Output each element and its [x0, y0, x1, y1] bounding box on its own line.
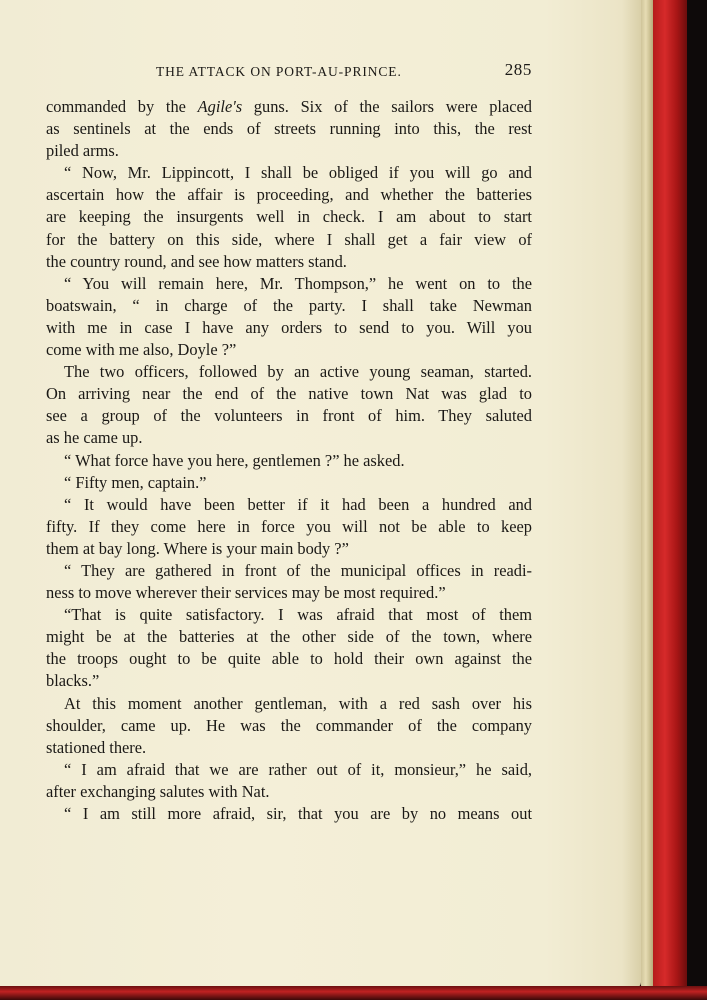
text-segment: “That is quite satisfactory. I was afraid that most of them — [64, 605, 532, 625]
text-line — [46, 118, 532, 140]
text-line — [46, 538, 532, 560]
text-line — [46, 516, 532, 538]
text-line — [46, 737, 532, 759]
text-segment: At this moment another gentleman, with a red sash over his — [64, 693, 532, 713]
text-segment: come with me also, Doyle ?” — [46, 340, 237, 360]
text-line — [46, 162, 532, 184]
body-text — [46, 96, 532, 825]
text-line — [46, 472, 532, 494]
text-line — [46, 670, 532, 692]
running-header — [46, 60, 532, 84]
text-segment: as he came up. — [46, 428, 143, 448]
text-line — [46, 96, 532, 118]
text-line — [46, 759, 532, 781]
text-segment: the troops ought to be quite able to hold their own against the — [46, 649, 532, 669]
page-edges — [641, 0, 653, 992]
text-segment: shoulder, came up. He was the commander of the company — [46, 715, 532, 735]
text-segment: On arriving near the end of the native town Nat was glad to — [46, 384, 532, 404]
text-segment: for the battery on this side, where I shall get a fair view of — [46, 229, 532, 249]
text-segment: “ I am still more afraid, sir, that you are by no means out — [64, 804, 532, 823]
text-line — [46, 361, 532, 383]
text-segment: them at bay long. Where is your main body ?” — [46, 538, 349, 558]
text-segment: guns. Six of the sailors were placed — [242, 97, 533, 116]
text-line — [46, 273, 532, 295]
text-segment: commanded by the — [46, 97, 198, 116]
text-segment: might be at the batteries at the other side of the town, where — [46, 627, 532, 647]
text-line — [46, 604, 532, 626]
text-segment: “ What force have you here, gentlemen ?” he asked. — [64, 450, 405, 470]
text-line — [46, 648, 532, 670]
text-segment: The two officers, followed by an active young seaman, started. — [64, 362, 532, 382]
text-line — [46, 184, 532, 206]
text-line — [46, 317, 532, 339]
text-segment: boatswain, “ in charge of the party. I shall take Newman — [46, 295, 532, 315]
text-segment: the country round, and see how matters stand. — [46, 251, 347, 271]
text-segment: blacks.” — [46, 671, 100, 691]
text-line — [46, 693, 532, 715]
text-line — [46, 427, 532, 449]
book-cover-edge — [653, 0, 687, 1000]
text-segment: are keeping the insurgents well in check. I am about to start — [46, 207, 532, 227]
text-segment: see a group of the volunteers in front of him. They saluted — [46, 406, 532, 426]
text-segment: “ Now, Mr. Lippincott, I shall be obliged if you will go and — [64, 163, 532, 183]
text-segment: “ It would have been better if it had been a hundred and — [64, 494, 532, 514]
text-line — [46, 803, 532, 825]
text-line — [46, 560, 532, 582]
text-segment: ascertain how the affair is proceeding, and whether the batteries — [46, 185, 532, 205]
text-segment: stationed there. — [46, 737, 147, 757]
text-line — [46, 781, 532, 803]
page-number: 285 — [504, 60, 532, 79]
text-segment: fifty. If they come here in force you will not be able to keep — [46, 516, 532, 536]
text-line — [46, 582, 532, 604]
text-line — [46, 339, 532, 361]
text-line — [46, 295, 532, 317]
text-segment: “ Fifty men, captain.” — [64, 472, 207, 492]
text-line — [46, 494, 532, 516]
running-title: THE ATTACK ON PORT-AU-PRINCE. — [156, 64, 402, 79]
text-segment: with me in case I have any orders to send to you. Will you — [46, 317, 532, 337]
text-segment: piled arms. — [46, 141, 119, 161]
text-segment: after exchanging salutes with Nat. — [46, 781, 270, 801]
text-segment: as sentinels at the ends of streets running into this, the rest — [46, 119, 532, 139]
background-shadow — [687, 0, 707, 1000]
text-line — [46, 383, 532, 405]
text-line — [46, 140, 532, 162]
italic-text: Agile's — [197, 97, 243, 116]
text-line — [46, 229, 532, 251]
text-line — [46, 450, 532, 472]
text-segment: “ They are gathered in front of the municipal offices in readi- — [64, 560, 532, 580]
text-line — [46, 405, 532, 427]
text-segment: “ You will remain here, Mr. Thompson,” he went on to the — [64, 273, 532, 293]
text-line — [46, 206, 532, 228]
book-cover-bottom — [0, 986, 707, 1000]
text-line — [46, 715, 532, 737]
text-segment: “ I am afraid that we are rather out of it, monsieur,” he said, — [64, 759, 532, 779]
text-line — [46, 251, 532, 273]
text-line — [46, 626, 532, 648]
text-segment: ness to move wherever their services may be most required.” — [46, 583, 446, 603]
